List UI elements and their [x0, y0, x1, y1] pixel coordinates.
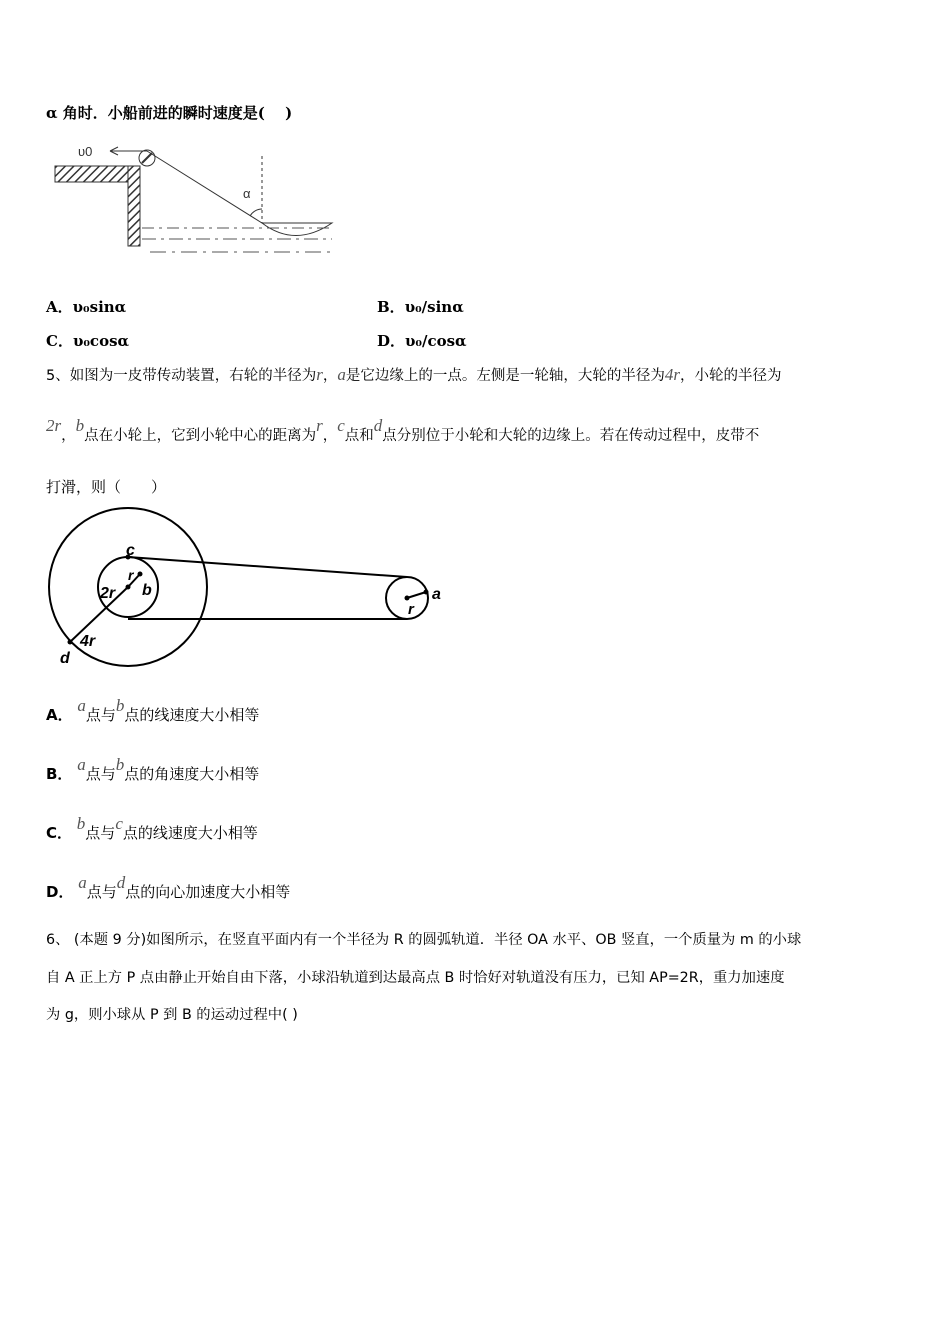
v0-label: υ0 — [78, 144, 93, 159]
belt-drive-figure — [40, 500, 460, 670]
boat-pulley-figure — [50, 138, 350, 258]
label-b: b — [142, 582, 152, 599]
q5-option-b[interactable]: B． a点与b点的角速度大小相等 — [46, 755, 260, 783]
q5-option-a[interactable]: A． a点与b点的线速度大小相等 — [46, 696, 260, 724]
q5-option-d[interactable]: D． a点与d点的向心加速度大小相等 — [46, 873, 291, 901]
label-r-small: r — [128, 567, 134, 583]
q5-line1: 5、如图为一皮带传动装置，右轮的半径为r，a是它边缘上的一点。左侧是一轮轴，大轮的半径为4r，小轮的半径为 — [46, 365, 782, 384]
q4-option-d[interactable]: D．υ₀/cosα — [377, 332, 467, 350]
q6-line3: 为 g，则小球从 P 到 B 的运动过程中( ) — [46, 1007, 298, 1023]
label-2r: 2r — [100, 585, 116, 602]
label-a: a — [432, 586, 441, 603]
q4-stem: α 角时．小船前进的瞬时速度是( ) — [46, 104, 293, 122]
q5-option-c[interactable]: C． b点与c点的线速度大小相等 — [46, 814, 258, 842]
q4-option-a[interactable]: A．υ₀sinα — [46, 298, 127, 316]
alpha-label: α — [243, 186, 251, 201]
label-c: c — [126, 542, 135, 559]
label-d: d — [60, 650, 70, 667]
q6-line1: 6、 (本题 9 分)如图所示，在竖直平面内有一个半径为 R 的圆弧轨道．半径 OA 水平、OB 竖直，一个质量为 m 的小球 — [46, 932, 802, 948]
label-r-right: r — [408, 601, 414, 618]
label-4r: 4r — [80, 633, 96, 650]
q5-line3: 打滑，则（ ） — [46, 478, 167, 496]
q5-line2: 2r，b点在小轮上，它到小轮中心的距离为r，c点和d点分别位于小轮和大轮的边缘上。若在传动过程中，皮带不 — [46, 416, 760, 444]
q6-line2: 自 A 正上方 P 点由静止开始自由下落，小球沿轨道到达最高点 B 时恰好对轨道没有压力，已知 AP=2R，重力加速度 — [46, 970, 785, 986]
q4-option-b[interactable]: B．υ₀/sinα — [377, 298, 464, 316]
q4-option-c[interactable]: C．υ₀cosα — [46, 332, 130, 350]
